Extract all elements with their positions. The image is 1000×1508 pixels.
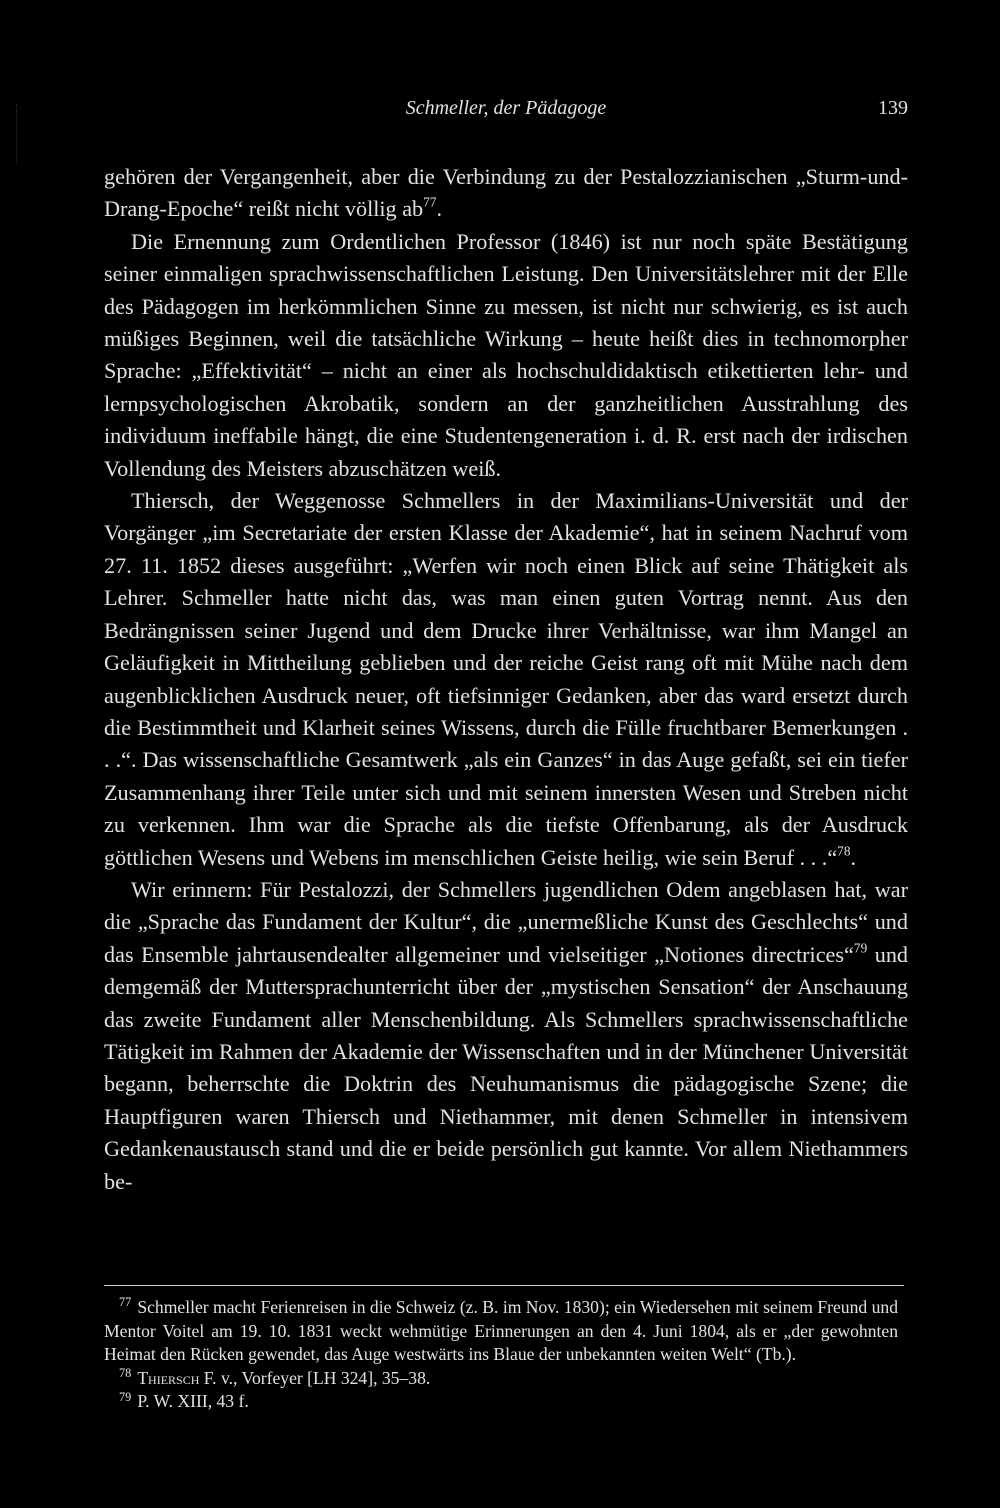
footnote-ref-78: 78 <box>837 843 851 859</box>
footnote-number: 78 <box>119 1366 132 1381</box>
paragraph-4-text-b: und demgemäß der Muttersprachunterricht über der „mystischen Sensation“ der Anschauung das zweite Fundament aller Menschenbildung. Als Schmellers sprachwissenschaftliche Tätigkeit im Rahmen der Akademie der Wissenschaften und in der Münchener Universität begann, beherrschte die Doktrin des Neuhumanismus die pädagogische Szene; die Hauptfiguren waren Thiersch und Niethammer, mit denen Schmeller in intensivem Gedankenaustausch stand und die er beide persönlich gut kannte. Vor allem Niethammers be- <box>104 941 909 1194</box>
footnote-text: P. W. XIII, 43 f. <box>137 1391 249 1412</box>
footnote-79 <box>104 1390 898 1414</box>
paragraph-1-tail: . <box>436 196 442 222</box>
paragraph-1 <box>104 161 908 226</box>
paragraph-4 <box>104 874 908 1198</box>
paragraph-2: Die Ernennung zum Ordentlichen Professor (1846) ist nur noch späte Bestätigung seiner einmaligen sprachwissenschaftlichen Leistung. Den Universitätslehrer mit der Elle des Pädagogen im herkömmlichen Sinne zu messen, ist nicht nur schwierig, es ist auch müßiges Beginnen, weil die tatsächliche Wirkung – heute heißt dies in technomorpher Sprache: „Effektivität“ – nicht an einer als hochschuldidaktisch etikettierten lehr- und lernpsychologischen Akrobatik, sondern an der ganzheitlichen Ausstrahlung des individuum ineffabile hängt, die eine Studentengeneration i. d. R. erst nach der irdischen Vollendung des Meisters abzuschätzen weiß. <box>104 228 908 481</box>
margin-mark <box>16 104 31 164</box>
footnote-number: 79 <box>119 1389 132 1404</box>
footnote-78 <box>104 1367 898 1391</box>
paragraph-3-tail: . <box>850 844 857 870</box>
footnote-text: F. v., Vorfeyer [LH 324], 35–38. <box>199 1367 431 1388</box>
footnotes <box>104 1296 898 1414</box>
footnote-77 <box>104 1296 898 1367</box>
running-title: Schmeller, der Pädagoge <box>405 97 607 119</box>
page-number: 139 <box>878 97 908 119</box>
paragraph-3-text: Thiersch, der Weggenosse Schmellers in der Maximilians-Universität und der Vorgänger „im Secretariate der ersten Klasse der Akademie“, hat in seinem Nachruf vom 27. 11. 1852 dieses ausgeführt: „Werfen wir noch einen Blick auf seine Thätigkeit als Lehrer. Schmeller hatte nicht das, was man einen guten Vortrag nennt. Aus den Bedrängnissen seiner Jugend und dem Drucke ihrer Verhältnisse, war ihm Mangel an Geläufigkeit in Mittheilung geblieben und der reiche Geist rang oft mit Mühe nach dem augenblicklichen Ausdruck neuer, oft tiefsinniger Gedanken, aber das ward ersetzt durch die Bestimmtheit und Klarheit seines Wissens, durch die Fülle fruchtbarer Bemerkungen . . .“. Das wissenschaftliche Gesamtwerk „als ein Ganzes“ in das Auge gefaßt, sei ein tiefer Zusammenhang ihrer Teile unter sich und mit seinem innersten Wesen und Streben nicht zu verkennen. Ihm war die Sprache als die tiefste Offenbarung, als der Ausdruck göttlichen Wesens und Webens im menschlichen Geiste heilig, wie sein Beruf . . .“ <box>104 488 908 870</box>
footnote-text: Schmeller macht Ferienreisen in die Schweiz (z. B. im Nov. 1830); ein Wiedersehen mit seinem Freund und Mentor Voitel am 19. 10. 1831 weckt wehmütige Erinnerungen an den 4. Juni 1804, als er „der gewohnten Heimat den Rücken gewendet, das Auge westwärts ins Blaue der unbekannten weiten Welt“ (Tb.). <box>104 1297 898 1365</box>
footnote-author: Thiersch <box>137 1367 200 1388</box>
paragraph-4-text-a: Wir erinnern: Für Pestalozzi, der Schmellers jugendlichen Odem angeblasen hat, war die „Sprache das Fundament der Kultur“, die „unermeßliche Kunst des Geschlechts“ und das Ensemble jahrtausendealter allgemeiner und vielseitiger „Notiones directrices“ <box>104 876 908 967</box>
page-header <box>104 97 908 127</box>
footnote-ref-77: 77 <box>423 195 437 211</box>
paragraph-3 <box>104 485 908 874</box>
paragraph-1-text: gehören der Vergangenheit, aber die Verbindung zu der Pestalozzianischen „Sturm-und-Drang-Epoche“ reißt nicht völlig ab <box>104 164 908 222</box>
footnote-number: 77 <box>119 1295 132 1310</box>
footnote-divider <box>104 1285 904 1286</box>
footnote-ref-79: 79 <box>853 940 868 956</box>
body-text <box>104 161 908 1198</box>
